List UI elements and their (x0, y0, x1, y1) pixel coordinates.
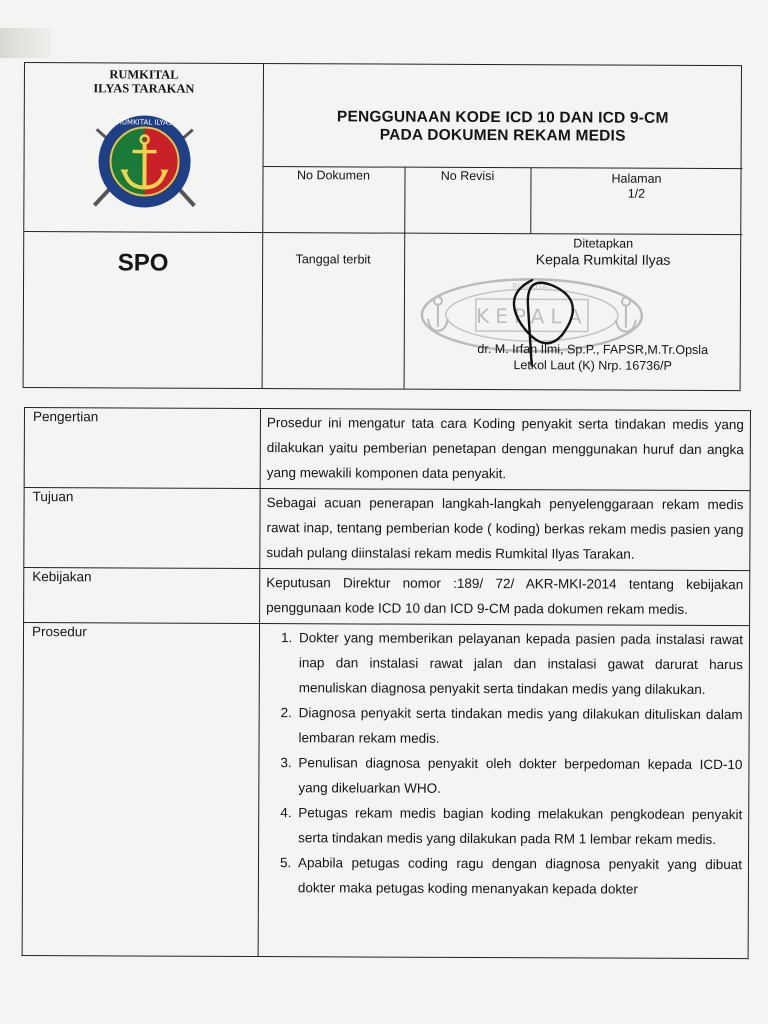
header-divider-mid (24, 231, 742, 235)
svg-text:RUMKITAL: RUMKITAL (511, 282, 553, 292)
signer-block (404, 341, 742, 374)
spo-label: SPO (117, 249, 169, 277)
document-title (263, 108, 743, 146)
halaman-value: 1/2 (627, 186, 646, 201)
document-title-line1: PENGGUNAAN KODE ICD 10 DAN ICD 9-CM (336, 108, 669, 127)
hospital-name (25, 67, 263, 96)
spo-content-table (22, 407, 751, 959)
prosedur-row (22, 623, 749, 959)
halaman-label: Halaman (611, 171, 662, 186)
pengertian-label: Pengertian (24, 408, 260, 489)
hospital-name-line2: ILYAS TARAKAN (93, 81, 195, 96)
pengertian-row (24, 408, 750, 491)
halaman-cell (530, 171, 742, 202)
tujuan-row (24, 488, 750, 571)
prosedur-label: Prosedur (22, 623, 259, 957)
prosedur-list (265, 625, 743, 902)
page-corner-shadow (0, 28, 52, 58)
kebijakan-label: Kebijakan (24, 568, 260, 624)
prosedur-cell (258, 624, 749, 959)
prosedur-item: 4. Petugas rekam medis bagian koding melakukan pengkodean penyakit serta tindakan medis yang dilakukan pada RM 1 lembar rekam medis. (295, 800, 742, 852)
tujuan-label: Tujuan (24, 488, 260, 569)
prosedur-item: 3. Penulisan diagnosa penyakit oleh dokter berpedoman kepada ICD-10 yang dikeluarkan WHO. (295, 750, 742, 802)
prosedur-item: 1. Dokter yang memberikan pelayanan kepada pasien pada instalasi rawat inap dan instalasi rawat jalan dan instalasi gawat darurat harus menuliskan diagnosa penyakit serta tindakan medis yang dilakukan. (296, 625, 743, 702)
no-revisi-label: No Revisi (440, 168, 495, 184)
tanggal-terbit-label: Tanggal terbit (295, 252, 371, 267)
svg-text:KEPALA: KEPALA (476, 303, 588, 329)
prosedur-item: 2. Diagnosa penyakit serta tindakan medis yang dilakukan dituliskan dalam lembaran rekam medis. (296, 700, 743, 752)
signer-rank: Letkol Laut (K) Nrp. 16736/P (513, 358, 672, 373)
tujuan-text: Sebagai acuan penerapan langkah-langkah penyelenggaraan rekam medis rawat inap, tentang pemberian kode ( koding) berkas rekam medis pasien yang sudah pulang diinstalasi rekam medis Rumkital Ilyas Tarakan. (260, 489, 750, 571)
svg-text:RUMKITAL ILYAS: RUMKITAL ILYAS (117, 118, 173, 127)
prosedur-item: 5. Apabila petugas coding ragu dengan diagnosa penyakit yang dibuat dokter maka petugas koding menanyakan kepada dokter (295, 850, 742, 902)
hospital-name-line1: RUMKITAL (109, 67, 179, 82)
signer-name: dr. M. Irfan Ilmi, Sp.P., FAPSR,M.Tr.Opsla (477, 341, 709, 357)
document-title-line2: PADA DOKUMEN REKAM MEDIS (379, 126, 626, 145)
kebijakan-text: Keputusan Direktur nomor :189/ 72/ AKR-MKI-2014 tentang kebijakan penggunaan kode ICD 10 dan ICD 9-CM pada dokumen rekam medis. (260, 569, 750, 626)
navy-anchor-emblem-icon (88, 107, 200, 219)
document-header (23, 62, 742, 391)
kebijakan-row (24, 568, 750, 626)
ditetapkan-by: Kepala Rumkital Ilyas (535, 251, 671, 268)
ditetapkan-label: Ditetapkan (573, 236, 634, 251)
pengertian-text: Prosedur ini mengatur tata cara Koding penyakit serta tindakan medis yang dilakukan yaitu pemberian penetapan dengan menggunakan huruf dan angka yang mewakili komponen data penyakit. (260, 409, 750, 491)
no-dokumen-label: No Dokumen (296, 168, 371, 183)
